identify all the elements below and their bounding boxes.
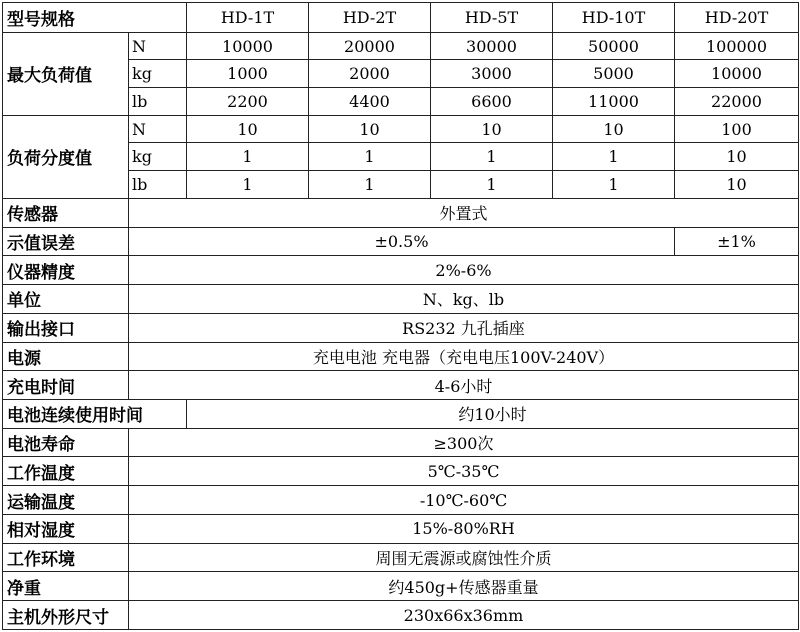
value-cell: 4400 [309,88,431,116]
value-cell: 10 [553,115,675,143]
unit-label: kg [129,60,187,88]
error-value-a: ±0.5% [129,227,675,256]
resolution-label: 负荷分度值 [3,115,129,198]
power-value: 充电电池 充电器（充电电压100V-240V） [129,342,799,371]
sensor-value: 外置式 [129,198,799,227]
value-cell: 1 [187,143,309,171]
value-cell: 10 [675,171,799,199]
humidity-row [3,514,799,543]
value-cell: 6600 [431,88,553,116]
humidity-value: 15%-80%RH [129,514,799,543]
value-cell: 1000 [187,60,309,88]
value-cell: 22000 [675,88,799,116]
value-cell: 10 [675,143,799,171]
unit-label: lb [129,88,187,116]
value-cell: 20000 [309,32,431,60]
value-cell: 10 [431,115,553,143]
value-cell: 2000 [309,60,431,88]
battery-use-value: 约10小时 [187,399,799,428]
output-value: RS232 九孔插座 [129,313,799,342]
unit-label: kg [129,143,187,171]
value-cell: 50000 [553,32,675,60]
net-weight-value: 约450g+传感器重量 [129,572,799,601]
dimensions-row [3,601,799,630]
model-header-label: 型号规格 [3,3,187,33]
environment-value: 周围无震源或腐蚀性介质 [129,543,799,572]
header-row [3,3,799,33]
value-cell: 10000 [675,60,799,88]
model-name: HD-20T [675,3,799,33]
units-label: 单位 [3,285,129,314]
power-row [3,342,799,371]
battery-use-row [3,399,799,428]
value-cell: 1 [187,171,309,199]
value-cell: 100 [675,115,799,143]
dimensions-label: 主机外形尺寸 [3,601,129,630]
charge-time-value: 4-6小时 [129,371,799,400]
transport-temp-row [3,486,799,515]
error-row [3,227,799,256]
output-label: 输出接口 [3,313,129,342]
model-name: HD-10T [553,3,675,33]
accuracy-row [3,256,799,285]
model-name: HD-1T [187,3,309,33]
value-cell: 1 [553,143,675,171]
value-cell: 11000 [553,88,675,116]
dimensions-value: 230x66x36mm [129,601,799,630]
error-label: 示值误差 [3,227,129,256]
battery-life-value: ≥300次 [129,428,799,457]
value-cell: 10 [309,115,431,143]
max-load-row [3,32,799,60]
charge-time-label: 充电时间 [3,371,129,400]
units-value: N、kg、lb [129,285,799,314]
transport-temp-label: 运输温度 [3,486,129,515]
value-cell: 1 [309,171,431,199]
unit-label: lb [129,171,187,199]
output-row [3,313,799,342]
unit-label: N [129,32,187,60]
value-cell: 3000 [431,60,553,88]
value-cell: 30000 [431,32,553,60]
battery-life-row [3,428,799,457]
net-weight-row [3,572,799,601]
humidity-label: 相对湿度 [3,514,129,543]
net-weight-label: 净重 [3,572,129,601]
accuracy-label: 仪器精度 [3,256,129,285]
model-name: HD-5T [431,3,553,33]
work-temp-label: 工作温度 [3,457,129,486]
value-cell: 100000 [675,32,799,60]
charge-time-row [3,371,799,400]
power-label: 电源 [3,342,129,371]
sensor-row [3,198,799,227]
value-cell: 5000 [553,60,675,88]
accuracy-value: 2%-6% [129,256,799,285]
model-name: HD-2T [309,3,431,33]
units-row [3,285,799,314]
resolution-row [3,115,799,143]
spec-table [2,2,799,630]
work-temp-row [3,457,799,486]
value-cell: 1 [553,171,675,199]
value-cell: 1 [431,143,553,171]
unit-label: N [129,115,187,143]
value-cell: 10000 [187,32,309,60]
transport-temp-value: -10℃-60℃ [129,486,799,515]
value-cell: 2200 [187,88,309,116]
value-cell: 1 [309,143,431,171]
work-temp-value: 5℃-35℃ [129,457,799,486]
max-load-label: 最大负荷值 [3,32,129,115]
sensor-label: 传感器 [3,198,129,227]
battery-use-label: 电池连续使用时间 [3,399,187,428]
value-cell: 10 [187,115,309,143]
value-cell: 1 [431,171,553,199]
environment-label: 工作环境 [3,543,129,572]
error-value-b: ±1% [675,227,799,256]
environment-row [3,543,799,572]
battery-life-label: 电池寿命 [3,428,129,457]
